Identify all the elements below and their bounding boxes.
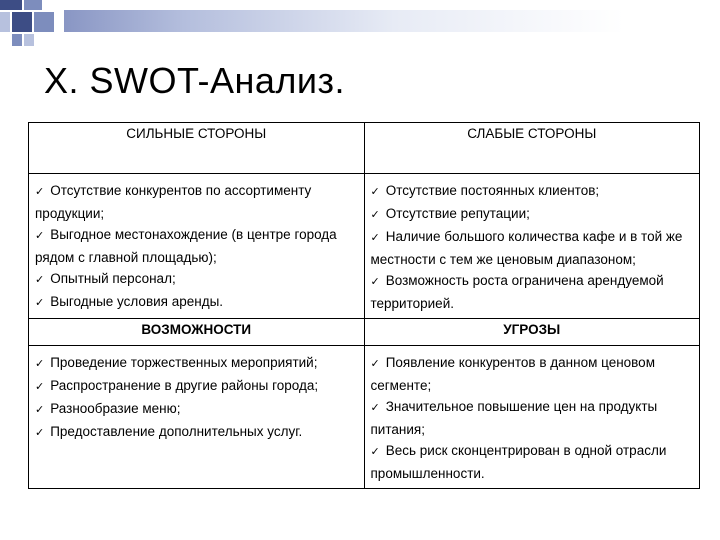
swot-table (28, 122, 700, 489)
weaknesses-header: СЛАБЫЕ СТОРОНЫ (364, 123, 700, 174)
checkmark-icon: ✓ (35, 274, 45, 286)
list-item (371, 270, 694, 314)
checkmark-icon: ✓ (370, 276, 380, 288)
checkmark-icon: ✓ (370, 402, 380, 414)
deco-square (12, 34, 22, 46)
checkmark-icon: ✓ (35, 427, 45, 439)
list-item (371, 180, 694, 203)
list-item (35, 224, 358, 268)
threats-header: УГРОЗЫ (364, 319, 700, 346)
list-item (35, 398, 358, 421)
list-item (371, 440, 694, 484)
checkmark-icon: ✓ (35, 186, 45, 198)
checkmark-icon: ✓ (370, 232, 380, 244)
list-item-text: Опытный персонал; (50, 271, 176, 286)
opportunities-cell (29, 346, 365, 489)
opportunities-list (35, 352, 358, 444)
list-item-text: Проведение торжественных мероприятий; (50, 355, 318, 370)
checkmark-icon: ✓ (35, 297, 45, 309)
list-item (35, 268, 358, 291)
checkmark-icon: ✓ (370, 186, 380, 198)
list-item-text: Предоставление дополнительных услуг. (50, 424, 303, 439)
checkmark-icon: ✓ (370, 358, 380, 370)
list-item (35, 291, 358, 314)
list-item-text: Выгодное местонахождение (в центре города рядом с главной площадью); (35, 227, 337, 265)
strengths-cell (29, 174, 365, 319)
list-item-text: Разнообразие меню; (50, 401, 181, 416)
list-item-text: Выгодные условия аренды. (50, 294, 224, 309)
list-item-text: Наличие большого количества кафе и в той же местности с тем же ценовым диапазоном; (370, 229, 683, 267)
deco-square (34, 12, 54, 32)
checkmark-icon: ✓ (370, 209, 380, 221)
list-item (371, 396, 694, 440)
threats-cell (364, 346, 700, 489)
list-item-text: Возможность роста ограничена арендуемой территорией. (370, 273, 664, 311)
deco-square (12, 12, 32, 32)
list-item-text: Отсутствие конкурентов по ассортименту продукции; (35, 183, 312, 221)
list-item-text: Появление конкурентов в данном ценовом сегменте; (370, 355, 655, 393)
opportunities-header: ВОЗМОЖНОСТИ (29, 319, 365, 346)
list-item (371, 203, 694, 226)
checkmark-icon: ✓ (35, 358, 45, 370)
list-item (35, 375, 358, 398)
checkmark-icon: ✓ (370, 446, 380, 458)
slide-title: X. SWOT-Анализ. (44, 60, 346, 101)
strengths-header: СИЛЬНЫЕ СТОРОНЫ (29, 123, 365, 174)
threats-list (371, 352, 694, 484)
deco-square (24, 0, 42, 10)
checkmark-icon: ✓ (35, 230, 45, 242)
weaknesses-list (371, 180, 694, 314)
checkmark-icon: ✓ (35, 381, 45, 393)
list-item-text: Значительное повышение цен на продукты питания; (370, 399, 658, 437)
deco-square (0, 0, 22, 10)
deco-square (0, 12, 10, 32)
list-item-text: Весь риск сконцентрирован в одной отрасли промышленности. (370, 443, 667, 481)
list-item (35, 352, 358, 375)
list-item (371, 352, 694, 396)
strengths-list (35, 180, 358, 314)
list-item-text: Распространение в другие районы города; (50, 378, 319, 393)
deco-square (24, 34, 34, 46)
list-item (35, 180, 358, 224)
header-gradient-bar (64, 10, 720, 32)
list-item-text: Отсутствие репутации; (385, 206, 530, 221)
list-item (35, 421, 358, 444)
weaknesses-cell (364, 174, 700, 319)
checkmark-icon: ✓ (35, 404, 45, 416)
list-item-text: Отсутствие постоянных клиентов; (385, 183, 600, 198)
list-item (371, 226, 694, 270)
